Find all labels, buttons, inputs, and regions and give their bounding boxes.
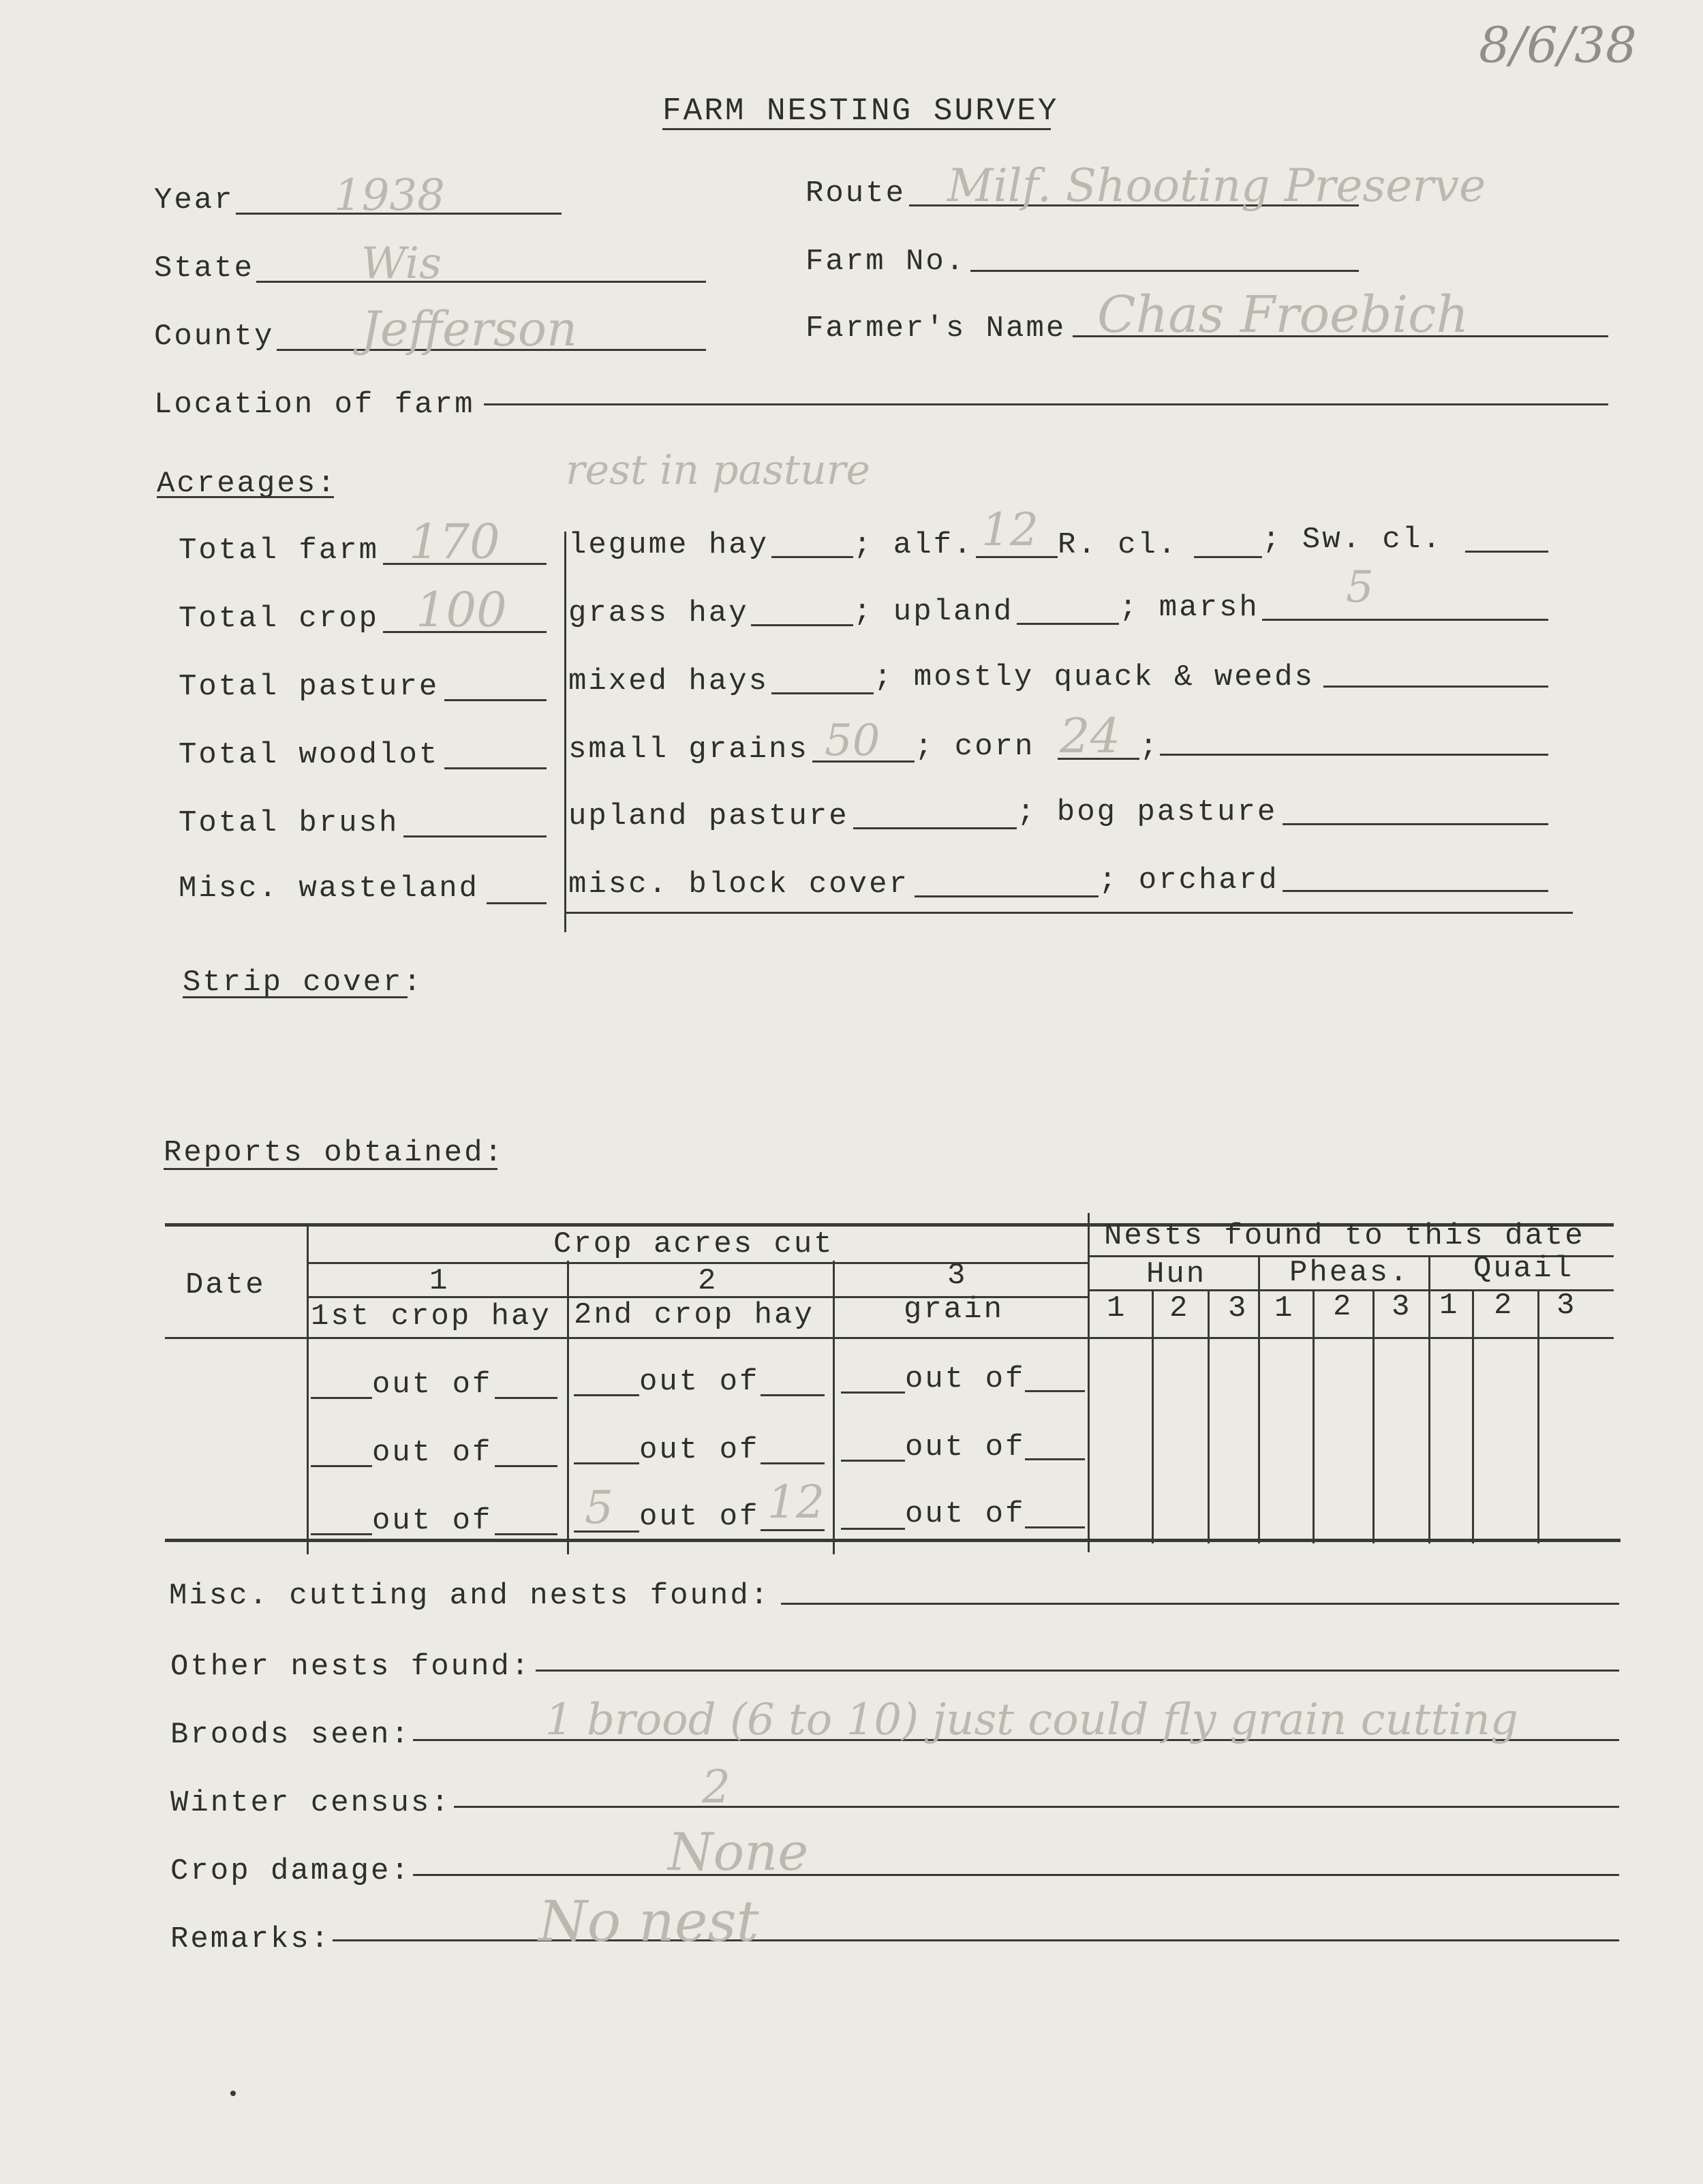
col3-number: 3: [947, 1259, 968, 1293]
winter-census-value: 2: [702, 1761, 731, 1813]
misc-block-cover-label: misc. block cover: [568, 867, 909, 902]
farm-no-label: Farm No.: [806, 245, 966, 279]
route-value: Milf. Shooting Preserve: [947, 159, 1486, 212]
vline-quail-12: [1472, 1291, 1474, 1543]
misc-wasteland-field[interactable]: [487, 902, 547, 904]
r1c1-out-of: out of: [372, 1368, 493, 1402]
broods-seen-value: 1 brood (6 to 10) just could fly grain cutting: [545, 1695, 1518, 1745]
farmers-name-value: Chas Froebich: [1097, 286, 1469, 344]
vline-pheas-12: [1313, 1291, 1315, 1543]
total-brush-label: Total brush: [179, 806, 399, 840]
farm-no-field[interactable]: [970, 270, 1359, 272]
vline-pheas-23: [1372, 1291, 1375, 1543]
r3c2-total[interactable]: [761, 1529, 825, 1531]
r2c2-out-of: out of: [639, 1433, 760, 1467]
crop-subheader-rule: [307, 1262, 1088, 1264]
col2-name: 2nd crop hay: [574, 1298, 814, 1332]
r2c3-out-of: out of: [905, 1430, 1026, 1464]
sw-cl-label: ; Sw. cl.: [1262, 523, 1443, 557]
r2c3-cut[interactable]: [841, 1460, 905, 1462]
state-label: State: [154, 251, 255, 286]
acreages-underline: [157, 496, 334, 498]
r1c2-cut[interactable]: [574, 1394, 639, 1396]
remarks-field[interactable]: [333, 1939, 1619, 1941]
small-grains-label: small grains: [568, 733, 809, 767]
table-vline-nests: [1088, 1213, 1090, 1552]
extra-grain-field[interactable]: [1160, 754, 1548, 756]
location-field[interactable]: [484, 403, 1608, 405]
stray-dot: [230, 2091, 236, 2096]
r1c1-cut[interactable]: [311, 1397, 372, 1399]
other-nests-field[interactable]: [536, 1670, 1619, 1672]
pheas-1: 1: [1274, 1291, 1295, 1325]
total-woodlot-label: Total woodlot: [179, 738, 440, 772]
r3c2-cut-value: 5: [585, 1481, 613, 1534]
location-label: Location of farm: [154, 388, 475, 422]
r3c1-cut[interactable]: [311, 1533, 372, 1535]
vline-hun-23: [1208, 1291, 1210, 1543]
hun-1: 1: [1107, 1291, 1127, 1325]
county-label: County: [154, 320, 275, 354]
year-value: 1938: [334, 170, 445, 221]
r3c2-total-value: 12: [767, 1476, 825, 1528]
acreage-bottom-rule: [564, 912, 1573, 914]
farmers-name-label: Farmer's Name: [806, 311, 1067, 345]
total-pasture-label: Total pasture: [179, 670, 440, 704]
table-vline-col3: [833, 1261, 835, 1554]
r2c2-total[interactable]: [761, 1462, 825, 1464]
crop-acres-cut-header: Crop acres cut: [553, 1227, 834, 1261]
total-crop-value: 100: [416, 582, 507, 638]
marsh-field[interactable]: [1262, 619, 1548, 621]
quail-2: 2: [1494, 1289, 1514, 1323]
upland-pasture-label: upland pasture: [568, 799, 849, 833]
winter-census-field[interactable]: [454, 1806, 1619, 1808]
legume-hay-label: legume hay: [568, 528, 769, 562]
acreages-heading: Acreages:: [157, 467, 337, 501]
table-header-rule: [165, 1337, 1614, 1339]
hun-2: 2: [1169, 1291, 1190, 1325]
strip-cover-label: Strip cover:: [183, 966, 423, 1000]
grass-hay-label: grass hay: [568, 596, 749, 630]
acreage-note: rest in pasture: [566, 446, 870, 494]
route-label: Route: [806, 176, 906, 211]
orchard-field[interactable]: [1283, 890, 1548, 892]
reports-underline: [164, 1168, 497, 1170]
misc-cutting-field[interactable]: [781, 1603, 1619, 1605]
col3-name: grain: [904, 1293, 1004, 1327]
total-woodlot-field[interactable]: [444, 767, 547, 769]
date-header: Date: [185, 1268, 266, 1302]
form-title: FARM NESTING SURVEY: [662, 93, 1059, 129]
r1c1-total[interactable]: [495, 1397, 557, 1399]
legume-hay-field[interactable]: [771, 556, 853, 558]
r1c3-cut[interactable]: [841, 1391, 905, 1394]
total-brush-field[interactable]: [403, 835, 547, 837]
total-farm-value: 170: [409, 514, 500, 570]
r3c3-cut[interactable]: [841, 1528, 905, 1530]
quail-header: Quail: [1473, 1252, 1574, 1286]
vline-quail-23: [1537, 1291, 1539, 1543]
total-farm-label: Total farm: [179, 534, 380, 568]
r1c2-total[interactable]: [761, 1394, 825, 1396]
alf-label: ; alf.: [853, 528, 974, 562]
remarks-value: No nest: [538, 1890, 759, 1954]
nests-found-header: Nests found to this date: [1104, 1219, 1585, 1253]
orchard-label: ; orchard: [1099, 863, 1279, 897]
quail-3: 3: [1556, 1289, 1577, 1323]
alf-field[interactable]: [976, 556, 1058, 558]
pheas-3: 3: [1392, 1290, 1412, 1324]
remarks-label: Remarks:: [170, 1922, 331, 1956]
hun-header: Hun: [1146, 1257, 1207, 1291]
crop-damage-field[interactable]: [413, 1874, 1619, 1876]
small-grains-value: 50: [825, 716, 880, 766]
pheas-header: Pheas.: [1289, 1256, 1410, 1290]
r1c2-out-of: out of: [639, 1365, 760, 1399]
r3c1-out-of: out of: [372, 1504, 493, 1538]
r3c3-total[interactable]: [1025, 1526, 1085, 1528]
mixed-hays-label: mixed hays: [568, 664, 769, 698]
table-vline-col2: [567, 1261, 569, 1554]
marsh-label: ; marsh: [1119, 591, 1259, 625]
r3c3-out-of: out of: [905, 1497, 1026, 1531]
r-cl-field[interactable]: [1194, 556, 1262, 558]
grass-hay-field[interactable]: [751, 624, 853, 626]
col1-name: 1st crop hay: [311, 1299, 551, 1334]
total-crop-label: Total crop: [179, 602, 380, 636]
r3c1-total[interactable]: [495, 1533, 557, 1535]
title-underline: [662, 128, 1051, 130]
table-bottom-rule: [165, 1539, 1621, 1542]
misc-cutting-label: Misc. cutting and nests found:: [169, 1579, 771, 1613]
year-label: Year: [154, 183, 234, 217]
mixed-hays-field[interactable]: [771, 692, 874, 694]
crop-damage-value: None: [668, 1821, 809, 1882]
sw-cl-field[interactable]: [1465, 551, 1548, 553]
winter-census-label: Winter census:: [170, 1786, 451, 1820]
r2c1-out-of: out of: [372, 1436, 493, 1470]
total-pasture-field[interactable]: [444, 699, 547, 701]
quail-1: 1: [1439, 1289, 1460, 1323]
r2c1-cut[interactable]: [311, 1465, 372, 1467]
vline-hun-12: [1152, 1291, 1154, 1543]
state-field[interactable]: [256, 281, 706, 283]
acreage-divider: [564, 532, 566, 932]
bog-pasture-field[interactable]: [1283, 823, 1548, 825]
upland-pasture-field[interactable]: [853, 827, 1017, 829]
r2c2-cut[interactable]: [574, 1462, 639, 1464]
date-stamp: 8/6/38: [1479, 16, 1637, 74]
corn-semicolon: ;: [1139, 730, 1160, 764]
r3c2-out-of: out of: [639, 1500, 760, 1534]
strip-cover-underline: [183, 996, 408, 998]
marsh-value: 5: [1346, 562, 1374, 613]
state-value: Wis: [361, 239, 442, 289]
table-vline-date: [307, 1225, 309, 1554]
r1c3-out-of: out of: [905, 1362, 1026, 1396]
bog-pasture-label: ; bog pasture: [1017, 795, 1278, 829]
reports-obtained-label: Reports obtained:: [164, 1136, 504, 1170]
vline-hun-pheas: [1258, 1257, 1260, 1543]
broods-seen-label: Broods seen:: [170, 1718, 411, 1752]
corn-value: 24: [1060, 708, 1121, 764]
crop-damage-label: Crop damage:: [170, 1854, 411, 1888]
misc-block-cover-field[interactable]: [915, 895, 1099, 897]
corn-label: ; corn: [915, 730, 1035, 764]
pheas-2: 2: [1333, 1290, 1353, 1324]
vline-pheas-quail: [1428, 1257, 1430, 1543]
alf-value: 12: [981, 504, 1039, 556]
r2c1-total[interactable]: [495, 1465, 557, 1467]
other-nests-label: Other nests found:: [170, 1650, 532, 1684]
r2c3-total[interactable]: [1025, 1458, 1085, 1460]
col2-number: 2: [698, 1264, 718, 1298]
r-cl-label: R. cl.: [1058, 528, 1178, 562]
mostly-quack-label: ; mostly quack & weeds: [874, 660, 1315, 694]
hun-3: 3: [1228, 1291, 1248, 1325]
county-value: Jefferson: [361, 301, 578, 357]
upland-field[interactable]: [1017, 623, 1119, 625]
col1-number: 1: [429, 1264, 450, 1298]
mostly-quack-field[interactable]: [1323, 686, 1548, 688]
upland-label: ; upland: [853, 595, 1014, 629]
misc-wasteland-label: Misc. wasteland: [179, 872, 480, 906]
r1c3-total[interactable]: [1025, 1390, 1085, 1392]
